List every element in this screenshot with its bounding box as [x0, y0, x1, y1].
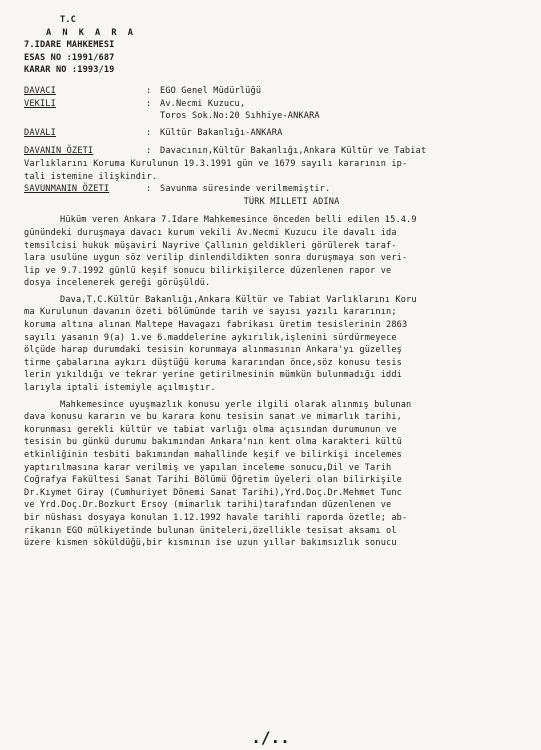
- party-value: Av.Necmi Kuzucu,: [160, 98, 246, 109]
- section-label: DAVANIN ÖZETI: [24, 146, 94, 157]
- text-line: dosya incelenerek gereği görüşüldü.: [24, 278, 211, 289]
- text-line: lip ve 9.7.1992 günlü keşif sonucu bilirkişilerce düzenlenen rapor ve: [24, 265, 392, 276]
- text-line: tirme çabalarına aykırı düştüğü koruma kararından önce,söz konusu tesis: [24, 357, 402, 368]
- text-line: Mahkemesince uyuşmazlık konusu yerle ilgili olarak alınmış bulunan: [60, 399, 412, 410]
- section-label: SAVUNMANIN ÖZETI: [24, 184, 110, 195]
- ozet-line: tali istemine ilişkindir.: [24, 171, 158, 182]
- text-line: rikanın EGO mülkiyetinde bulunan üniteleri,özellikle tesisat aksamı ol: [24, 525, 397, 536]
- text-line: lara usulüne uygun söz verilip dinlendildikten sonra duruşmaya son veri-: [24, 253, 408, 264]
- text-line: Hüküm veren Ankara 7.Idare Mahkemesince önceden belli edilen 15.4.9: [60, 215, 417, 226]
- text-line: sayılı yasanın 9(a) 1.ve 6.maddelerine aykırılık,işlenini sürdürmeyece: [24, 332, 397, 343]
- text-line: yaptırılmasına karar verilmiş ve yapılan inceleme sonucu,Dil ve Tarih: [24, 462, 392, 473]
- party-label: VEKILI: [24, 98, 56, 109]
- karar-number: KARAR NO :1993/19: [24, 65, 115, 76]
- text-line: larıyla iptali istemiyle açılmıştır.: [24, 383, 216, 394]
- text-line: ve Yrd.Doç.Dr.Bozkurt Ersoy (mimarlık tarihi)tarafından düzenlenen ve: [24, 500, 392, 511]
- text-line: ma Kurulunun davanın özeti bölümünde tarih ve sayısı yazılı kararının;: [24, 307, 397, 318]
- text-line: ölçüde harap durumdaki tesisin korunmaya alınmasının Ankara'yı güzelleş: [24, 345, 402, 356]
- document-title: TÜRK MILLETI ADINA: [243, 196, 340, 207]
- text-line: üzere kısmen söküldüğü,bir kısmının ise uzun yıllar bakımsızlık sonucu: [24, 538, 397, 549]
- party-value: Kültür Bakanlığı-ANKARA: [160, 127, 283, 138]
- text-line: etkinliğinin tesbiti bakımından mahallinde keşif ve bilirkişi incelemes: [24, 450, 402, 460]
- text-line: koruma altına alınan Maltepe Havagazı fabrikası üretim tesislerinin 2863: [24, 320, 408, 331]
- party-vekili: VEKILI : Av.Necmi Kuzucu,: [24, 98, 519, 111]
- city-line: A N K A R A: [46, 27, 136, 38]
- paragraph-2: [24, 294, 519, 395]
- paragraph-1: [24, 214, 519, 290]
- text-line: dava konusu kararın ve bu karara konu tesisin sanat ve mimarlık tarihi,: [24, 412, 402, 423]
- ozet-line: Davacının,Kültür Bakanlığı,Ankara Kültür ve Tabiat: [160, 146, 427, 157]
- savunma-text: Savunma süresinde verilmemiştir.: [160, 184, 331, 195]
- text-line: Dr.Kıymet Giray (Cumhuriyet Dönemi Sanat Tarihi),Yrd.Doç.Dr.Mehmet Tunc: [24, 487, 402, 498]
- text-line: tesisin bu günkü durumu bakımından Ankara'nın kent olma karakteri kültü: [24, 437, 402, 448]
- text-line: günündeki duruşmaya davacı kurum vekili Av.Necmi Kuzucu ile davalı ida: [24, 227, 397, 238]
- party-label: DAVALI: [24, 127, 56, 138]
- esas-number: ESAS NO :1991/687: [24, 52, 115, 63]
- text-line: Dava,T.C.Kültür Bakanlığı,Ankara Kültür ve Tabiat Varlıklarını Koru: [60, 294, 417, 305]
- ozet-line: Varlıklarını Koruma Kurulunun 19.3.1991 gün ve 1679 sayılı kararının ip-: [24, 158, 408, 169]
- court-name: 7.IDARE MAHKEMESI: [24, 40, 115, 51]
- page-continuation-mark: ./..: [251, 728, 290, 747]
- davanin-ozeti: DAVANIN ÖZETI : Davacının,Kültür Bakanlığı,Ankara Kültür ve Tabiat: [24, 145, 519, 158]
- text-line: temsilcisi hukuk müşaviri Nayrive Çallının geldikleri görülerek taraf-: [24, 240, 397, 251]
- party-label: DAVACI: [24, 85, 56, 96]
- party-davaci: DAVACI : EGO Genel Müdürlüğü: [24, 85, 519, 98]
- party-address: Toros Sok.No:20 Sıhhiye-ANKARA: [160, 111, 320, 122]
- text-line: bir nüshası dosyaya konulan 1.12.1992 havale tarihli raporda özetle; ab-: [24, 512, 408, 523]
- tc-line: T.C: [60, 15, 76, 25]
- text-line: korunması gerekli kültür ve tabiat varlığı olma açısından durumunun ve: [24, 424, 397, 435]
- party-davali: DAVALI : Kültür Bakanlığı-ANKARA: [24, 127, 519, 140]
- party-value: EGO Genel Müdürlüğü: [160, 85, 262, 96]
- text-line: lerin yıkıldığı ve tekrar yerine getirilmesinin mümkün bulunmadığı iddi: [24, 370, 402, 381]
- text-line: Coğrafya Fakültesi Sanat Tarihi Bölümü Öğretim üyeleri olan bilirkişile: [24, 475, 402, 486]
- savunmanin-ozeti: SAVUNMANIN ÖZETI : Savunma süresinde verilmemiştir.: [24, 183, 519, 196]
- paragraph-3: [24, 399, 519, 550]
